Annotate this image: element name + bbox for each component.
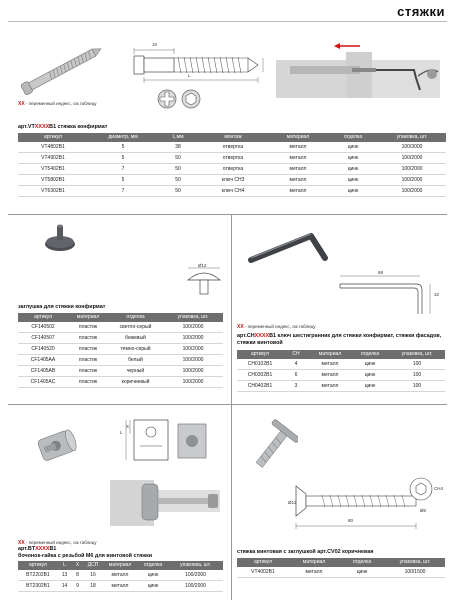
table-row: [18, 344, 223, 355]
screwtie-table: [237, 558, 445, 578]
table-cell: 50: [158, 153, 198, 164]
table-row: [18, 581, 223, 592]
table-cell: 7: [88, 186, 158, 197]
screwtie-dim-80: 80: [348, 518, 354, 523]
col-header: отделка: [108, 313, 163, 322]
table-cell: 5: [88, 153, 158, 164]
table-cell: CH0302B1: [237, 370, 283, 381]
screwtie-title: стяжка винтовая с заглушкой арт.CV02 коричневая: [237, 549, 374, 555]
section-divider: [8, 214, 447, 215]
table-cell: 38: [158, 142, 198, 153]
page-title: стяжки: [397, 4, 445, 19]
column-divider: [231, 214, 232, 600]
table-cell: 50: [158, 186, 198, 197]
confirmat-table: [18, 133, 446, 197]
table-cell: металл: [268, 186, 328, 197]
table-cell: 100/2000: [378, 175, 446, 186]
table-cell: цинк: [138, 570, 168, 581]
table-cell: 100: [389, 381, 445, 392]
barrel-table: [18, 561, 223, 592]
table-cell: 100/2000: [163, 377, 223, 388]
confirmat-title: арт.VTXXXXB1 стяжка конфирмат: [18, 124, 108, 130]
confirmat-drawing: [128, 40, 268, 86]
table-cell: металл: [268, 142, 328, 153]
col-header: материал: [68, 313, 108, 322]
hexkey-table: [237, 350, 445, 392]
table-cell: VT5802B1: [18, 175, 88, 186]
table-cell: пластик: [68, 333, 108, 344]
table-cell: 100/2000: [378, 164, 446, 175]
table-cell: пластик: [68, 377, 108, 388]
table-row: [18, 153, 446, 164]
table-cell: отвертка: [198, 142, 268, 153]
table-cell: VT4802B1: [18, 142, 88, 153]
table-cell: цинк: [351, 381, 389, 392]
table-cell: металл: [268, 175, 328, 186]
table-cell: 100/2000: [163, 333, 223, 344]
table-cell: 9: [71, 581, 84, 592]
screwtie-dim-6: Ø6: [420, 508, 427, 513]
barrel-title: арт.BTXXXXB1 бочонок-гайка с резьбой М6 для винтовой стяжки: [18, 546, 153, 559]
plug-image: [42, 222, 78, 254]
table-row: [18, 333, 223, 344]
table-cell: CF1405AB: [18, 366, 68, 377]
hexkey-image: [245, 222, 335, 272]
table-row: [18, 322, 223, 333]
table-cell: 6: [283, 370, 309, 381]
table-cell: ключ CH3: [198, 175, 268, 186]
table-cell: 100/2000: [163, 366, 223, 377]
table-cell: белый: [108, 355, 163, 366]
table-cell: 100/2000: [168, 570, 223, 581]
table-cell: металл: [268, 153, 328, 164]
col-header: упаковка, шт.: [385, 558, 445, 567]
table-row: [237, 370, 445, 381]
col-header: L: [58, 561, 71, 570]
table-cell: пластик: [68, 366, 108, 377]
section-divider: [8, 404, 447, 405]
screwtie-dim-ch: CH4: [434, 486, 444, 491]
table-cell: 7: [88, 164, 158, 175]
hexkey-title: арт.CHXXXXB1 ключ шестигранник для стяжки конфирмат, стяжки фасадов, стяжки винтовой: [237, 333, 442, 346]
table-cell: металл: [289, 567, 339, 578]
table-cell: 16: [84, 570, 102, 581]
confirmat-head-phillips-icon: [156, 88, 178, 110]
col-header: материал: [289, 558, 339, 567]
col-header: материал: [102, 561, 138, 570]
table-cell: CF1405AA: [18, 355, 68, 366]
table-cell: 5: [88, 175, 158, 186]
table-cell: отвертка: [198, 153, 268, 164]
table-cell: VT4002B1: [237, 567, 289, 578]
table-cell: CH0402B1: [237, 381, 283, 392]
table-cell: металл: [309, 359, 351, 370]
table-row: [18, 175, 446, 186]
table-cell: 100: [389, 359, 445, 370]
col-header: ДСП: [84, 561, 102, 570]
barrel-note: XX - переменный индекс, см.таблицу: [18, 540, 97, 546]
col-header: артикул: [237, 558, 289, 567]
table-cell: 100/2000: [168, 581, 223, 592]
table-row: [18, 186, 446, 197]
table-row: [237, 359, 445, 370]
hexkey-dim-32: 32: [434, 292, 440, 297]
col-header: упаковка, шт.: [378, 133, 446, 142]
screwtie-dim-12: Ø12: [288, 500, 297, 505]
table-cell: 18: [84, 581, 102, 592]
barrel-nut-image: [30, 420, 86, 472]
table-row: [18, 366, 223, 377]
table-cell: цинк: [328, 142, 378, 153]
plug-title: заглушка для стяжки конфирмат: [18, 304, 106, 310]
col-header: X: [71, 561, 84, 570]
confirmat-dim-L: L: [188, 73, 191, 78]
table-cell: ключ CH4: [198, 186, 268, 197]
table-cell: 100/2000: [163, 355, 223, 366]
col-header: монтаж: [198, 133, 268, 142]
table-cell: BT2202B1: [18, 570, 58, 581]
barrel-dim-X: X: [126, 424, 130, 429]
table-row: [237, 567, 445, 578]
table-cell: черный: [108, 366, 163, 377]
col-header: материал: [309, 350, 351, 359]
table-cell: 5: [88, 142, 158, 153]
header-rule: [8, 21, 447, 22]
col-header: отделка: [339, 558, 385, 567]
col-header: упаковка, шт.: [163, 313, 223, 322]
table-cell: цинк: [328, 153, 378, 164]
table-cell: цинк: [328, 175, 378, 186]
confirmat-screw-image: [14, 40, 112, 98]
col-header: материал: [268, 133, 328, 142]
table-cell: цинк: [328, 186, 378, 197]
table-row: [18, 164, 446, 175]
table-cell: 100/2000: [163, 322, 223, 333]
table-cell: пластик: [68, 344, 108, 355]
table-cell: VT5402B1: [18, 164, 88, 175]
table-cell: 4: [283, 359, 309, 370]
col-header: артикул: [237, 350, 283, 359]
confirmat-note: XX - переменный индекс, см.таблицу: [18, 101, 97, 107]
table-row: [18, 570, 223, 581]
table-cell: темно-серый: [108, 344, 163, 355]
plug-dim-label: Ø12: [198, 263, 207, 268]
table-cell: CF1405AC: [18, 377, 68, 388]
table-cell: металл: [268, 164, 328, 175]
col-header: артикул: [18, 561, 58, 570]
confirmat-dim-10: 10: [152, 42, 158, 47]
table-cell: 8: [71, 570, 84, 581]
col-header: артикул: [18, 133, 88, 142]
table-cell: коричневый: [108, 377, 163, 388]
table-cell: 13: [58, 570, 71, 581]
table-cell: металл: [309, 370, 351, 381]
col-header: L,мм: [158, 133, 198, 142]
table-cell: металл: [102, 581, 138, 592]
col-header: диаметр, мм: [88, 133, 158, 142]
hexkey-dim-68: 68: [378, 270, 384, 275]
plug-table: [18, 313, 223, 388]
table-cell: цинк: [339, 567, 385, 578]
table-cell: 14: [58, 581, 71, 592]
hexkey-drawing: [330, 270, 440, 318]
table-cell: цинк: [351, 370, 389, 381]
barrel-install-image: [110, 474, 225, 530]
col-header: отделка: [138, 561, 168, 570]
barrel-nut-drawing: [104, 412, 224, 472]
page-header: [0, 0, 455, 24]
table-cell: пластик: [68, 355, 108, 366]
table-cell: 100/2000: [378, 153, 446, 164]
table-cell: BT2302B1: [18, 581, 58, 592]
table-cell: 100/2000: [378, 186, 446, 197]
table-cell: CF140502: [18, 322, 68, 333]
table-row: [237, 381, 445, 392]
table-cell: VT4902B1: [18, 153, 88, 164]
table-cell: отвертка: [198, 164, 268, 175]
col-header: упаковка, шт.: [389, 350, 445, 359]
screwtie-image: [250, 418, 298, 474]
table-row: [18, 377, 223, 388]
table-cell: металл: [102, 570, 138, 581]
table-row: [18, 355, 223, 366]
col-header: артикул: [18, 313, 68, 322]
table-cell: светло-серый: [108, 322, 163, 333]
confirmat-install-image: [276, 40, 444, 104]
col-header: CH: [283, 350, 309, 359]
table-cell: CF140507: [18, 333, 68, 344]
table-cell: VT6302B1: [18, 186, 88, 197]
table-cell: пластик: [68, 322, 108, 333]
table-cell: цинк: [351, 359, 389, 370]
col-header: упаковка, шт.: [168, 561, 223, 570]
table-cell: 3: [283, 381, 309, 392]
table-cell: 50: [158, 175, 198, 186]
table-cell: 100/2000: [163, 344, 223, 355]
table-cell: 100/3000: [378, 142, 446, 153]
table-cell: 100/1500: [385, 567, 445, 578]
col-header: отделка: [351, 350, 389, 359]
table-cell: CF140520: [18, 344, 68, 355]
table-cell: цинк: [328, 164, 378, 175]
confirmat-head-hex-icon: [180, 88, 202, 110]
hexkey-note: XX - переменный индекс, см.таблицу: [237, 324, 316, 330]
table-cell: бежевый: [108, 333, 163, 344]
table-cell: цинк: [138, 581, 168, 592]
table-cell: 50: [158, 164, 198, 175]
table-cell: металл: [309, 381, 351, 392]
col-header: отделка: [328, 133, 378, 142]
table-cell: CH0102B1: [237, 359, 283, 370]
table-row: [18, 142, 446, 153]
screwtie-head-hex-icon: [408, 476, 434, 502]
barrel-dim-L: L: [120, 430, 123, 435]
table-cell: 100: [389, 370, 445, 381]
